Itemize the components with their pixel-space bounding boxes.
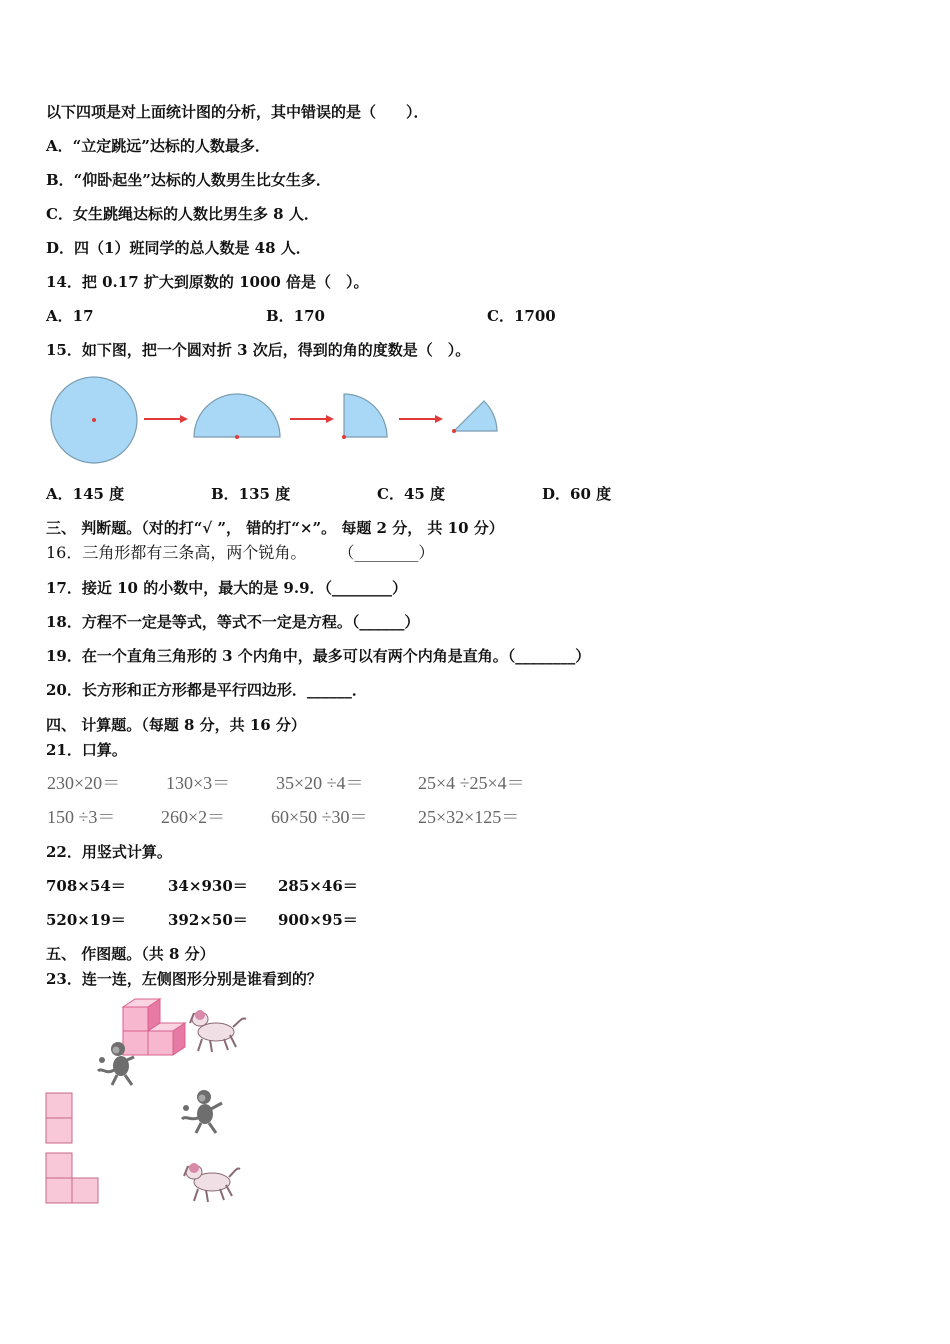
- q18: 18．方程不一定是等式，等式不一定是方程。（______）: [46, 613, 420, 631]
- section-5-title: 五、 作图题。（共 8 分）: [46, 945, 215, 963]
- q23-stem: 23．连一连，左侧图形分别是谁看到的？: [46, 970, 322, 988]
- eighth-center-dot: [452, 429, 456, 433]
- q15-option-d[interactable]: D．60 度: [542, 485, 612, 503]
- oral-calc-item: 130×3＝: [166, 773, 231, 793]
- circle-folding-figure: [44, 372, 514, 472]
- oral-calc-item: 230×20＝: [47, 773, 121, 793]
- q14-stem: 14．把 0.17 扩大到原数的 1000 倍是（ ）。: [46, 273, 369, 291]
- arrow-right-icon: [399, 415, 443, 423]
- arrow-right-icon: [144, 415, 188, 423]
- semicircle-center-dot: [235, 435, 239, 439]
- q15-option-c[interactable]: C．45 度: [377, 485, 446, 503]
- view-shape-l[interactable]: [45, 1152, 101, 1206]
- monkey-icon[interactable]: [180, 1089, 226, 1135]
- q22-stem: 22．用竖式计算。: [46, 843, 172, 861]
- q16: 16．三角形都有三条高，两个锐角。 （________）: [46, 543, 435, 562]
- q20: 20．长方形和正方形都是平行四边形．______．: [46, 681, 367, 699]
- q14-option-a[interactable]: A．17: [46, 307, 94, 325]
- q13-option-a[interactable]: A．“立定跳远”达标的人数最多．: [46, 137, 270, 155]
- oral-calc-item: 35×20 ÷4＝: [276, 773, 364, 793]
- q14-option-b[interactable]: B．170: [266, 307, 325, 325]
- q13-option-b[interactable]: B．“仰卧起坐”达标的人数男生比女生多．: [46, 171, 331, 189]
- dog-icon[interactable]: [180, 1158, 242, 1204]
- oral-calc-item: 260×2＝: [161, 807, 226, 827]
- oral-calc-item: 150 ÷3＝: [47, 807, 116, 827]
- cube-scene: [90, 997, 250, 1089]
- cube-front-face: [123, 1007, 148, 1031]
- vertical-calc-item: 34×930＝: [168, 877, 248, 895]
- vertical-calc-item: 520×19＝: [46, 911, 126, 929]
- q15-stem: 15．如下图，把一个圆对折 3 次后，得到的角的度数是（ ）。: [46, 341, 471, 359]
- view-shape-two-stacked[interactable]: [45, 1092, 75, 1146]
- q13-option-c[interactable]: C．女生跳绳达标的人数比男生多 8 人．: [46, 205, 319, 223]
- q15-option-a[interactable]: A．145 度: [46, 485, 125, 503]
- cube-front-face: [148, 1031, 173, 1055]
- circle-center-dot: [92, 418, 96, 422]
- arrow-right-icon: [290, 415, 334, 423]
- section-4-title: 四、 计算题。（每题 8 分，共 16 分）: [46, 716, 306, 734]
- vertical-calc-item: 392×50＝: [168, 911, 248, 929]
- vertical-calc-item: 708×54＝: [46, 877, 126, 895]
- oral-calc-item: 60×50 ÷30＝: [271, 807, 368, 827]
- q15-option-b[interactable]: B．135 度: [211, 485, 291, 503]
- q17: 17．接近 10 的小数中，最大的是 9.9．（________）: [46, 579, 408, 597]
- vertical-calc-item: 285×46＝: [278, 877, 358, 895]
- dog-icon: [190, 1010, 246, 1052]
- q19: 19．在一个直角三角形的 3 个内角中，最多可以有两个内角是直角。（________）: [46, 647, 591, 665]
- vertical-calc-item: 900×95＝: [278, 911, 358, 929]
- q13-option-d[interactable]: D．四（1）班同学的总人数是 48 人．: [46, 239, 311, 257]
- section-3-title: 三、 判断题。（对的打“√ ”， 错的打“×”。 每题 2 分， 共 10 分）: [46, 519, 504, 537]
- quarter-center-dot: [342, 435, 346, 439]
- quarter-circle: [344, 394, 387, 437]
- q14-option-c[interactable]: C．1700: [487, 307, 556, 325]
- oral-calc-item: 25×4 ÷25×4＝: [418, 773, 525, 793]
- q13-stem: 以下四项是对上面统计图的分析，其中错误的是（ ）．: [46, 103, 429, 121]
- semicircle: [194, 394, 280, 437]
- cube-front-face: [123, 1031, 148, 1055]
- q21-stem: 21．口算。: [46, 741, 127, 759]
- oral-calc-item: 25×32×125＝: [418, 807, 520, 827]
- eighth-circle: [454, 401, 497, 431]
